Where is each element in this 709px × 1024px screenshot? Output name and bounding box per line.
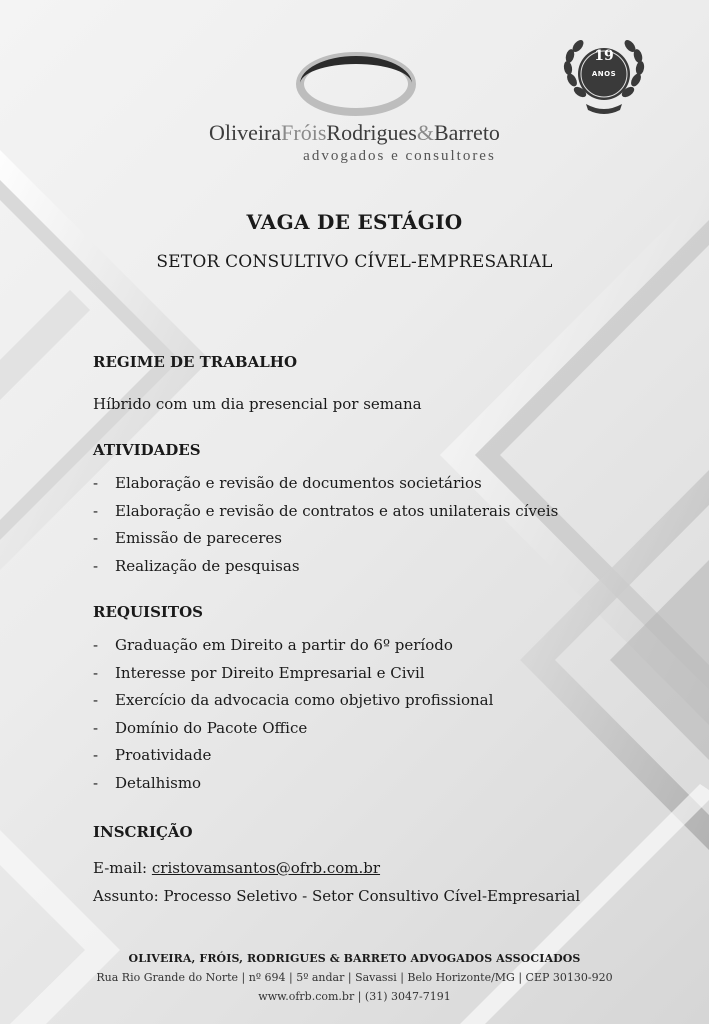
page-title: VAGA DE ESTÁGIO: [246, 210, 463, 234]
logo-name-part2: Fróis: [281, 120, 327, 145]
email-label: E-mail:: [93, 859, 152, 877]
list-item: - Emissão de pareceres: [93, 529, 282, 547]
atividades-heading: ATIVIDADES: [93, 441, 201, 459]
list-item: - Exercício da advocacia como objetivo profissional: [93, 691, 494, 709]
page-subtitle: SETOR CONSULTIVO CÍVEL-EMPRESARIAL: [156, 252, 553, 272]
logo-wordmark: [0, 120, 709, 146]
logo-name-part4: &: [416, 120, 434, 145]
email-link[interactable]: cristovamsantos@ofrb.com.br: [151, 859, 381, 877]
section-regime: [93, 352, 673, 414]
seal-number: 19: [594, 48, 614, 64]
list-item: - Graduação em Direito a partir do 6º período: [93, 636, 453, 654]
list-item: - Interesse por Direito Empresarial e Civil: [93, 663, 425, 682]
logo-name-part5: Barreto: [433, 120, 500, 145]
regime-heading: REGIME DE TRABALHO: [93, 353, 298, 371]
list-item: - Domínio do Pacote Office: [93, 718, 308, 737]
regime-text: Híbrido com um dia presencial por semana: [93, 395, 422, 413]
list-item: - Elaboração e revisão de documentos societários: [93, 474, 482, 492]
requisitos-list: [93, 632, 673, 797]
footer-company: OLIVEIRA, FRÓIS, RODRIGUES & BARRETO ADVOGADOS ASSOCIADOS: [128, 952, 581, 965]
requisitos-heading: REQUISITOS: [93, 603, 203, 621]
logo-ring-icon: [291, 44, 421, 124]
atividades-list: [93, 470, 673, 580]
list-item: - Realização de pesquisas: [93, 556, 300, 575]
subject-line: [93, 886, 673, 906]
logo-name-part1: Oliveira: [209, 120, 282, 145]
subject-label: Assunto:: [93, 887, 164, 905]
subject-text: Processo Seletivo - Setor Consultivo Cível-Empresarial: [163, 887, 581, 905]
logo-tagline: advogados e consultores: [303, 148, 496, 164]
inscricao-heading: INSCRIÇÃO: [93, 823, 193, 841]
footer-contact: www.ofrb.com.br | (31) 3047-7191: [258, 990, 451, 1003]
section-inscricao: [93, 822, 673, 906]
email-line: [93, 858, 673, 878]
list-item: - Proatividade: [93, 746, 212, 764]
footer-address: Rua Rio Grande do Norte | nº 694 | 5º andar | Savassi | Belo Horizonte/MG | CEP 30130-920: [96, 971, 613, 984]
seal-label: ANOS: [591, 70, 617, 78]
section-atividades: [93, 440, 673, 580]
list-item: - Detalhismo: [93, 773, 202, 792]
list-item: - Elaboração e revisão de contratos e atos unilaterais cíveis: [93, 501, 559, 520]
section-requisitos: [93, 602, 673, 797]
logo-name-part3: Rodrigues: [326, 120, 417, 145]
